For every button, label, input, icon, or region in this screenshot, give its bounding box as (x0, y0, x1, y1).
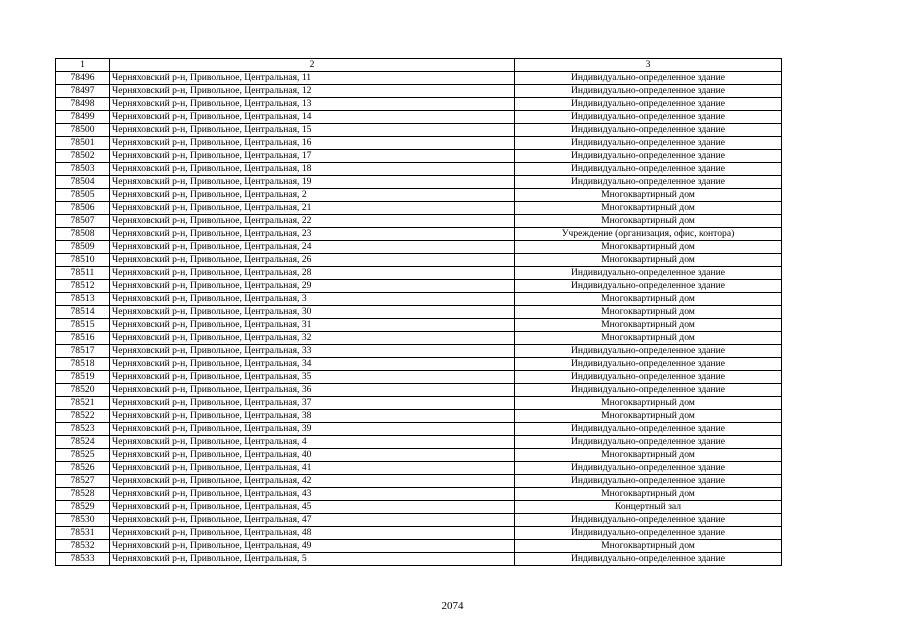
record-number-cell: 78511 (56, 267, 110, 280)
table-row (56, 202, 782, 215)
object-type-cell: Многоквартирный дом (515, 397, 782, 410)
object-type-cell: Многоквартирный дом (515, 410, 782, 423)
object-type-cell: Многоквартирный дом (515, 293, 782, 306)
record-number-cell: 78518 (56, 358, 110, 371)
object-type-cell: Индивидуально-определенное здание (515, 280, 782, 293)
table-row (56, 124, 782, 137)
object-type-cell: Многоквартирный дом (515, 540, 782, 553)
object-type-cell: Индивидуально-определенное здание (515, 436, 782, 449)
record-number-cell: 78531 (56, 527, 110, 540)
record-number-cell: 78505 (56, 189, 110, 202)
address-cell: Черняховский р-н, Привольное, Центральная, 39 (110, 423, 515, 436)
object-type-cell: Индивидуально-определенное здание (515, 150, 782, 163)
record-number-cell: 78504 (56, 176, 110, 189)
record-number-cell: 78530 (56, 514, 110, 527)
address-cell: Черняховский р-н, Привольное, Центральная, 45 (110, 501, 515, 514)
record-number-cell: 78523 (56, 423, 110, 436)
address-cell: Черняховский р-н, Привольное, Центральная, 38 (110, 410, 515, 423)
table-row (56, 306, 782, 319)
record-number-cell: 78529 (56, 501, 110, 514)
table-row (56, 501, 782, 514)
object-type-cell: Индивидуально-определенное здание (515, 137, 782, 150)
record-number-cell: 78506 (56, 202, 110, 215)
address-cell: Черняховский р-н, Привольное, Центральная, 2 (110, 189, 515, 202)
address-cell: Черняховский р-н, Привольное, Центральная, 22 (110, 215, 515, 228)
table-row (56, 267, 782, 280)
object-type-cell: Многоквартирный дом (515, 189, 782, 202)
register-table (55, 58, 782, 566)
table-row (56, 332, 782, 345)
object-type-cell: Многоквартирный дом (515, 332, 782, 345)
column-1-header: 1 (56, 59, 110, 72)
address-cell: Черняховский р-н, Привольное, Центральная, 36 (110, 384, 515, 397)
record-number-cell: 78514 (56, 306, 110, 319)
table-row (56, 228, 782, 241)
table-row (56, 241, 782, 254)
object-type-cell: Индивидуально-определенное здание (515, 358, 782, 371)
table-row (56, 371, 782, 384)
record-number-cell: 78508 (56, 228, 110, 241)
record-number-cell: 78501 (56, 137, 110, 150)
table-row (56, 163, 782, 176)
column-2-header: 2 (110, 59, 515, 72)
record-number-cell: 78500 (56, 124, 110, 137)
column-3-header: 3 (515, 59, 782, 72)
record-number-cell: 78509 (56, 241, 110, 254)
address-cell: Черняховский р-н, Привольное, Центральная, 5 (110, 553, 515, 566)
record-number-cell: 78513 (56, 293, 110, 306)
object-type-cell: Многоквартирный дом (515, 449, 782, 462)
record-number-cell: 78519 (56, 371, 110, 384)
object-type-cell: Многоквартирный дом (515, 241, 782, 254)
address-cell: Черняховский р-н, Привольное, Центральная, 23 (110, 228, 515, 241)
table-row (56, 527, 782, 540)
address-cell: Черняховский р-н, Привольное, Центральная, 49 (110, 540, 515, 553)
record-number-cell: 78533 (56, 553, 110, 566)
table-row (56, 358, 782, 371)
table-row (56, 540, 782, 553)
address-cell: Черняховский р-н, Привольное, Центральная, 21 (110, 202, 515, 215)
address-cell: Черняховский р-н, Привольное, Центральная, 42 (110, 475, 515, 488)
object-type-cell: Индивидуально-определенное здание (515, 72, 782, 85)
record-number-cell: 78502 (56, 150, 110, 163)
table-row (56, 254, 782, 267)
object-type-cell: Индивидуально-определенное здание (515, 85, 782, 98)
object-type-cell: Индивидуально-определенное здание (515, 423, 782, 436)
object-type-cell: Индивидуально-определенное здание (515, 124, 782, 137)
object-type-cell: Индивидуально-определенное здание (515, 514, 782, 527)
table-row (56, 280, 782, 293)
record-number-cell: 78499 (56, 111, 110, 124)
record-number-cell: 78525 (56, 449, 110, 462)
table-row (56, 72, 782, 85)
record-number-cell: 78517 (56, 345, 110, 358)
address-cell: Черняховский р-н, Привольное, Центральная, 16 (110, 137, 515, 150)
object-type-cell: Индивидуально-определенное здание (515, 111, 782, 124)
object-type-cell: Многоквартирный дом (515, 215, 782, 228)
table-row (56, 176, 782, 189)
object-type-cell: Многоквартирный дом (515, 306, 782, 319)
record-number-cell: 78522 (56, 410, 110, 423)
record-number-cell: 78512 (56, 280, 110, 293)
table-row (56, 215, 782, 228)
table-row (56, 553, 782, 566)
address-cell: Черняховский р-н, Привольное, Центральная, 31 (110, 319, 515, 332)
object-type-cell: Индивидуально-определенное здание (515, 163, 782, 176)
address-cell: Черняховский р-н, Привольное, Центральная, 19 (110, 176, 515, 189)
address-cell: Черняховский р-н, Привольное, Центральная, 11 (110, 72, 515, 85)
object-type-cell: Индивидуально-определенное здание (515, 384, 782, 397)
register-table-body (56, 59, 782, 566)
table-row (56, 345, 782, 358)
address-cell: Черняховский р-н, Привольное, Центральная, 30 (110, 306, 515, 319)
page-number: 2074 (441, 600, 464, 612)
table-row (56, 410, 782, 423)
address-cell: Черняховский р-н, Привольное, Центральная, 34 (110, 358, 515, 371)
object-type-cell: Индивидуально-определенное здание (515, 267, 782, 280)
table-row (56, 189, 782, 202)
table-row (56, 475, 782, 488)
table-row (56, 397, 782, 410)
address-cell: Черняховский р-н, Привольное, Центральная, 33 (110, 345, 515, 358)
table-row (56, 384, 782, 397)
record-number-cell: 78526 (56, 462, 110, 475)
record-number-cell: 78496 (56, 72, 110, 85)
address-cell: Черняховский р-н, Привольное, Центральная, 41 (110, 462, 515, 475)
object-type-cell: Индивидуально-определенное здание (515, 527, 782, 540)
address-cell: Черняховский р-н, Привольное, Центральная, 3 (110, 293, 515, 306)
table-row (56, 85, 782, 98)
address-cell: Черняховский р-н, Привольное, Центральная, 14 (110, 111, 515, 124)
object-type-cell: Индивидуально-определенное здание (515, 462, 782, 475)
address-cell: Черняховский р-н, Привольное, Центральная, 13 (110, 98, 515, 111)
address-cell: Черняховский р-н, Привольное, Центральная, 15 (110, 124, 515, 137)
table-row (56, 449, 782, 462)
record-number-cell: 78497 (56, 85, 110, 98)
address-cell: Черняховский р-н, Привольное, Центральная, 17 (110, 150, 515, 163)
address-cell: Черняховский р-н, Привольное, Центральная, 24 (110, 241, 515, 254)
record-number-cell: 78498 (56, 98, 110, 111)
table-row (56, 514, 782, 527)
record-number-cell: 78510 (56, 254, 110, 267)
record-number-cell: 78515 (56, 319, 110, 332)
object-type-cell: Индивидуально-определенное здание (515, 371, 782, 384)
address-cell: Черняховский р-н, Привольное, Центральная, 12 (110, 85, 515, 98)
object-type-cell: Учреждение (организация, офис, контора) (515, 228, 782, 241)
address-cell: Черняховский р-н, Привольное, Центральная, 18 (110, 163, 515, 176)
address-cell: Черняховский р-н, Привольное, Центральная, 37 (110, 397, 515, 410)
address-cell: Черняховский р-н, Привольное, Центральная, 29 (110, 280, 515, 293)
object-type-cell: Концертный зал (515, 501, 782, 514)
table-row (56, 293, 782, 306)
address-cell: Черняховский р-н, Привольное, Центральная, 26 (110, 254, 515, 267)
object-type-cell: Индивидуально-определенное здание (515, 475, 782, 488)
address-cell: Черняховский р-н, Привольное, Центральная, 28 (110, 267, 515, 280)
address-cell: Черняховский р-н, Привольное, Центральная, 43 (110, 488, 515, 501)
record-number-cell: 78516 (56, 332, 110, 345)
record-number-cell: 78503 (56, 163, 110, 176)
table-row (56, 436, 782, 449)
object-type-cell: Индивидуально-определенное здание (515, 553, 782, 566)
address-cell: Черняховский р-н, Привольное, Центральная, 32 (110, 332, 515, 345)
object-type-cell: Индивидуально-определенное здание (515, 98, 782, 111)
address-cell: Черняховский р-н, Привольное, Центральная, 48 (110, 527, 515, 540)
table-row (56, 423, 782, 436)
address-cell: Черняховский р-н, Привольное, Центральная, 35 (110, 371, 515, 384)
object-type-cell: Многоквартирный дом (515, 488, 782, 501)
table-row (56, 137, 782, 150)
object-type-cell: Многоквартирный дом (515, 202, 782, 215)
object-type-cell: Многоквартирный дом (515, 254, 782, 267)
record-number-cell: 78528 (56, 488, 110, 501)
table-row (56, 111, 782, 124)
address-cell: Черняховский р-н, Привольное, Центральная, 4 (110, 436, 515, 449)
record-number-cell: 78532 (56, 540, 110, 553)
address-cell: Черняховский р-н, Привольное, Центральная, 47 (110, 514, 515, 527)
object-type-cell: Многоквартирный дом (515, 319, 782, 332)
object-type-cell: Индивидуально-определенное здание (515, 345, 782, 358)
record-number-cell: 78527 (56, 475, 110, 488)
record-number-cell: 78520 (56, 384, 110, 397)
column-number-header-row (56, 59, 782, 72)
table-row (56, 150, 782, 163)
table-row (56, 462, 782, 475)
table-row (56, 319, 782, 332)
table-row (56, 98, 782, 111)
object-type-cell: Индивидуально-определенное здание (515, 176, 782, 189)
record-number-cell: 78521 (56, 397, 110, 410)
record-number-cell: 78507 (56, 215, 110, 228)
record-number-cell: 78524 (56, 436, 110, 449)
table-row (56, 488, 782, 501)
address-cell: Черняховский р-н, Привольное, Центральная, 40 (110, 449, 515, 462)
